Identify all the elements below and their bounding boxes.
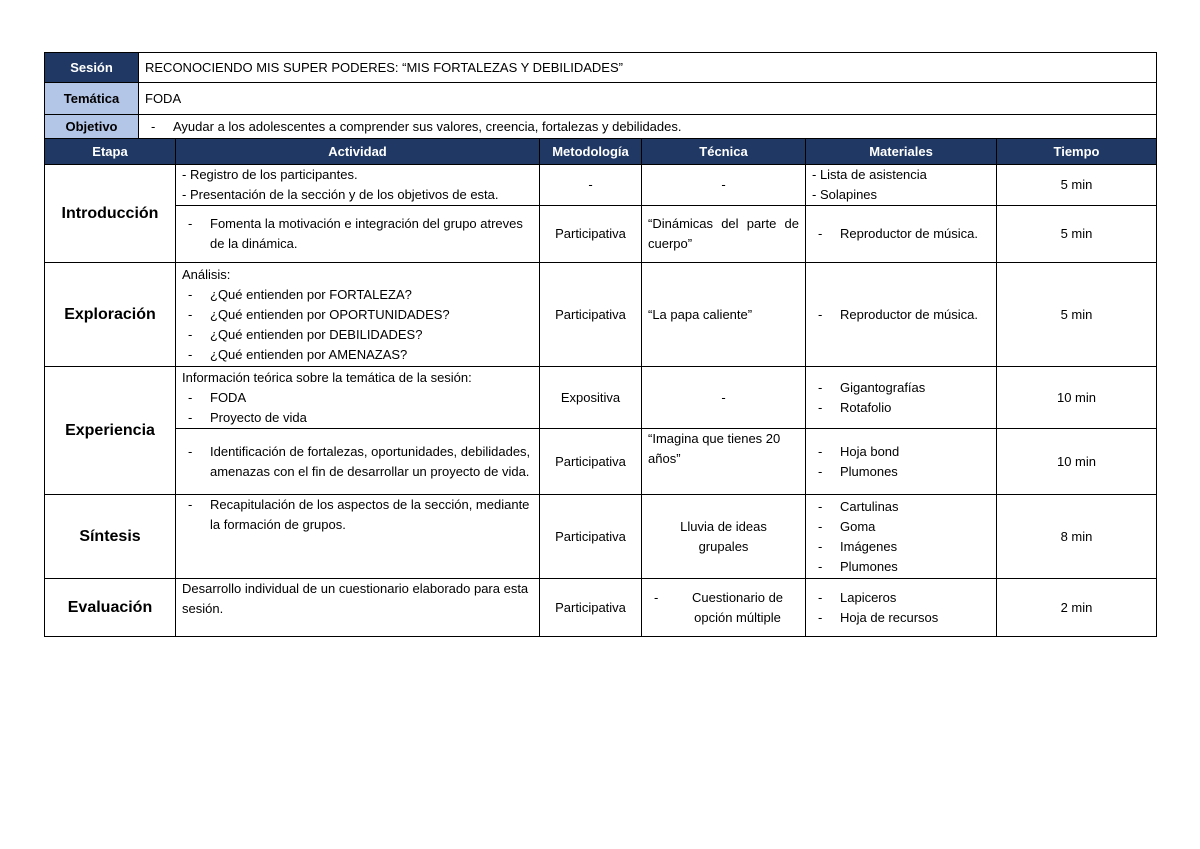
stage-evaluacion: Evaluación	[45, 579, 176, 637]
activity-item: - ¿Qué entienden por FORTALEZA?	[182, 285, 533, 305]
table-row	[45, 579, 1157, 637]
materials-cell	[806, 495, 997, 579]
activity-item: - Identificación de fortalezas, oportunidades, debilidades, amenazas con el fin de desarrollar un proyecto de vida.	[182, 442, 533, 482]
technique-cell: “La papa caliente”	[642, 263, 806, 367]
stage-introduccion: Introducción	[45, 165, 176, 263]
technique-cell: -	[642, 165, 806, 206]
activity-item: - FODA	[182, 388, 533, 408]
table-row	[45, 429, 1157, 495]
methodology-cell: Participativa	[540, 429, 642, 495]
methodology-cell: Participativa	[540, 263, 642, 367]
table-row	[45, 367, 1157, 429]
objective-cell	[139, 115, 1157, 139]
objective-value: - Ayudar a los adolescentes a comprender sus valores, creencia, fortalezas y debilidades.	[145, 117, 1150, 137]
material-item: - Reproductor de música.	[812, 305, 990, 325]
material-item: - Rotafolio	[812, 398, 990, 418]
technique-item: - Cuestionario de opción múltiple	[648, 588, 799, 628]
time-cell: 5 min	[997, 165, 1157, 206]
materials-cell	[806, 367, 997, 429]
material-item: - Hoja bond	[812, 442, 990, 462]
materials-cell	[806, 429, 997, 495]
activity-cell	[176, 206, 540, 263]
materials-cell	[806, 263, 997, 367]
time-cell: 2 min	[997, 579, 1157, 637]
technique-cell	[642, 579, 806, 637]
table-row	[45, 263, 1157, 367]
col-header-actividad: Actividad	[176, 139, 540, 165]
activity-cell	[176, 367, 540, 429]
activity-item: - Proyecto de vida	[182, 408, 533, 428]
material-item: - Cartulinas	[812, 497, 990, 517]
material-item: - Plumones	[812, 462, 990, 482]
material-item: - Gigantografías	[812, 378, 990, 398]
material-item: - Plumones	[812, 557, 990, 577]
methodology-cell: Participativa	[540, 579, 642, 637]
activity-item: - ¿Qué entienden por DEBILIDADES?	[182, 325, 533, 345]
activity-item: - Fomenta la motivación e integración del grupo atreves de la dinámica.	[182, 214, 533, 254]
col-header-tiempo: Tiempo	[997, 139, 1157, 165]
material-item: - Reproductor de música.	[812, 224, 990, 244]
table-row	[45, 165, 1157, 206]
materials-cell	[806, 206, 997, 263]
activity-intro: Información teórica sobre la temática de la sesión:	[182, 369, 472, 385]
session-row	[45, 53, 1157, 83]
activity-intro: Análisis:	[182, 266, 231, 282]
activity-cell	[176, 429, 540, 495]
materials-cell	[806, 579, 997, 637]
col-header-etapa: Etapa	[45, 139, 176, 165]
session-label: Sesión	[45, 53, 139, 83]
session-plan-table	[44, 52, 1157, 637]
technique-cell: -	[642, 367, 806, 429]
stage-exploracion: Exploración	[45, 263, 176, 367]
topic-label: Temática	[45, 83, 139, 115]
activity-cell	[176, 495, 540, 579]
objective-row	[45, 115, 1157, 139]
methodology-cell: Expositiva	[540, 367, 642, 429]
session-plan	[44, 52, 1156, 637]
stage-sintesis: Síntesis	[45, 495, 176, 579]
activity-item: - Recapitulación de los aspectos de la sección, mediante la formación de grupos.	[182, 495, 533, 535]
technique-cell: “Dinámicas del parte de cuerpo”	[642, 206, 806, 263]
material-item: - Lapiceros	[812, 588, 990, 608]
time-cell: 8 min	[997, 495, 1157, 579]
stage-experiencia: Experiencia	[45, 367, 176, 495]
session-value: RECONOCIENDO MIS SUPER PODERES: “MIS FORTALEZAS Y DEBILIDADES”	[139, 53, 1157, 83]
table-row	[45, 206, 1157, 263]
topic-value: FODA	[139, 83, 1157, 115]
technique-cell: “Imagina que tienes 20 años”	[642, 429, 806, 495]
activity-item: - ¿Qué entienden por AMENAZAS?	[182, 345, 533, 365]
table-row	[45, 495, 1157, 579]
col-header-metodologia: Metodología	[540, 139, 642, 165]
col-header-tecnica: Técnica	[642, 139, 806, 165]
methodology-cell: Participativa	[540, 495, 642, 579]
technique-cell: Lluvia de ideas grupales	[642, 495, 806, 579]
materials-cell: - Lista de asistencia - Solapines	[806, 165, 997, 206]
activity-item: - ¿Qué entienden por OPORTUNIDADES?	[182, 305, 533, 325]
topic-row	[45, 83, 1157, 115]
methodology-cell: -	[540, 165, 642, 206]
time-cell: 5 min	[997, 206, 1157, 263]
time-cell: 10 min	[997, 429, 1157, 495]
activity-cell: Desarrollo individual de un cuestionario elaborado para esta sesión.	[176, 579, 540, 637]
objective-label: Objetivo	[45, 115, 139, 139]
methodology-cell: Participativa	[540, 206, 642, 263]
column-header-row	[45, 139, 1157, 165]
material-item: - Goma	[812, 517, 990, 537]
time-cell: 5 min	[997, 263, 1157, 367]
col-header-materiales: Materiales	[806, 139, 997, 165]
time-cell: 10 min	[997, 367, 1157, 429]
activity-cell	[176, 263, 540, 367]
activity-cell: - Registro de los participantes. - Presentación de la sección y de los objetivos de esta.	[176, 165, 540, 206]
material-item: - Imágenes	[812, 537, 990, 557]
material-item: - Hoja de recursos	[812, 608, 990, 628]
objective-list	[145, 117, 1150, 137]
